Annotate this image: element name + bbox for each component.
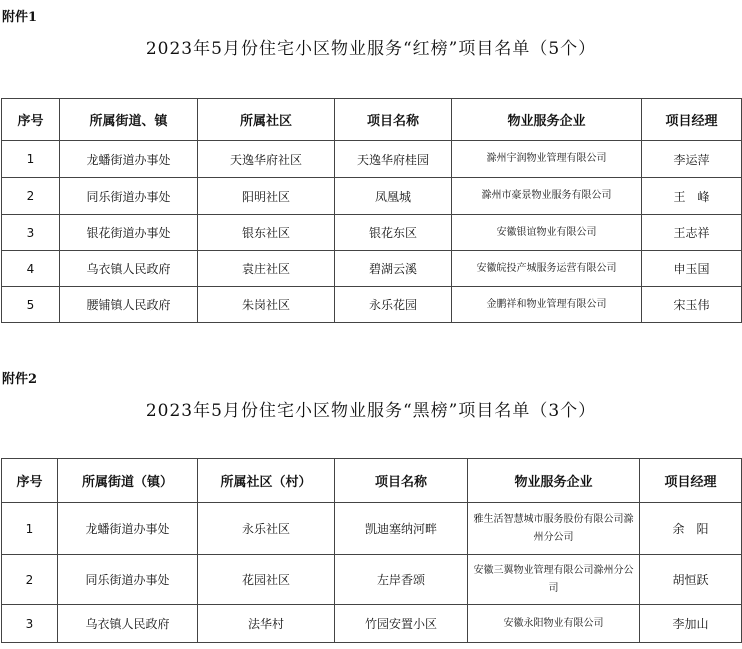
table-row bbox=[2, 287, 742, 323]
cell-index: 5 bbox=[2, 287, 60, 323]
cell-index: 3 bbox=[2, 605, 58, 643]
cell-index: 3 bbox=[2, 215, 60, 251]
cell-manager: 李运萍 bbox=[642, 141, 742, 178]
black-list-table bbox=[1, 458, 742, 643]
table-header-row bbox=[2, 99, 742, 141]
cell-manager: 李加山 bbox=[640, 605, 742, 643]
header-company: 物业服务企业 bbox=[468, 459, 640, 503]
cell-street: 同乐街道办事处 bbox=[58, 555, 198, 605]
cell-community: 天逸华府社区 bbox=[198, 141, 335, 178]
cell-company: 安徽皖投产城服务运营有限公司 bbox=[452, 251, 642, 287]
cell-company: 滁州宇润物业管理有限公司 bbox=[452, 141, 642, 178]
cell-index: 1 bbox=[2, 141, 60, 178]
red-list-table bbox=[1, 98, 742, 323]
cell-manager: 胡恒跃 bbox=[640, 555, 742, 605]
cell-manager: 宋玉伟 bbox=[642, 287, 742, 323]
annex1-title: 2023年5月份住宅小区物业服务“红榜”项目名单（5个） bbox=[145, 39, 597, 59]
header-street: 所属街道（镇） bbox=[58, 459, 198, 503]
cell-community: 花园社区 bbox=[198, 555, 335, 605]
cell-project: 碧湖云溪 bbox=[335, 251, 452, 287]
cell-street: 乌衣镇人民政府 bbox=[58, 605, 198, 643]
cell-community: 袁庄社区 bbox=[198, 251, 335, 287]
cell-company: 安徽银谊物业有限公司 bbox=[452, 215, 642, 251]
cell-project: 竹园安置小区 bbox=[335, 605, 468, 643]
annex2-title: 2023年5月份住宅小区物业服务“黑榜”项目名单（3个） bbox=[145, 401, 597, 421]
cell-index: 4 bbox=[2, 251, 60, 287]
cell-manager: 余 阳 bbox=[640, 503, 742, 555]
cell-community: 永乐社区 bbox=[198, 503, 335, 555]
cell-company: 安徽永阳物业有限公司 bbox=[468, 605, 640, 643]
cell-company: 滁州市豪景物业服务有限公司 bbox=[452, 178, 642, 215]
cell-company: 安徽三翼物业管理有限公司滁州分公司 bbox=[468, 555, 640, 605]
table-row bbox=[2, 503, 742, 555]
table-row bbox=[2, 178, 742, 215]
header-index: 序号 bbox=[2, 99, 60, 141]
header-project: 项目名称 bbox=[335, 99, 452, 141]
cell-community: 法华村 bbox=[198, 605, 335, 643]
cell-street: 腰铺镇人民政府 bbox=[60, 287, 198, 323]
cell-project: 凯迪塞纳河畔 bbox=[335, 503, 468, 555]
cell-company: 金鹏祥和物业管理有限公司 bbox=[452, 287, 642, 323]
cell-community: 阳明社区 bbox=[198, 178, 335, 215]
cell-manager: 王志祥 bbox=[642, 215, 742, 251]
table-header-row bbox=[2, 459, 742, 503]
table-row bbox=[2, 141, 742, 178]
cell-street: 银花街道办事处 bbox=[60, 215, 198, 251]
cell-street: 乌衣镇人民政府 bbox=[60, 251, 198, 287]
header-street: 所属街道、镇 bbox=[60, 99, 198, 141]
header-community: 所属社区 bbox=[198, 99, 335, 141]
header-community: 所属社区（村） bbox=[198, 459, 335, 503]
table-row bbox=[2, 215, 742, 251]
header-company: 物业服务企业 bbox=[452, 99, 642, 141]
cell-street: 龙蟠街道办事处 bbox=[58, 503, 198, 555]
cell-street: 龙蟠街道办事处 bbox=[60, 141, 198, 178]
cell-index: 2 bbox=[2, 178, 60, 215]
annex1-label: 附件1 bbox=[2, 10, 38, 25]
table-row bbox=[2, 251, 742, 287]
cell-project: 永乐花园 bbox=[335, 287, 452, 323]
cell-project: 左岸香颂 bbox=[335, 555, 468, 605]
cell-index: 1 bbox=[2, 503, 58, 555]
table-row bbox=[2, 555, 742, 605]
cell-project: 天逸华府桂园 bbox=[335, 141, 452, 178]
header-manager: 项目经理 bbox=[642, 99, 742, 141]
cell-community: 朱岗社区 bbox=[198, 287, 335, 323]
cell-manager: 申玉国 bbox=[642, 251, 742, 287]
header-project: 项目名称 bbox=[335, 459, 468, 503]
header-index: 序号 bbox=[2, 459, 58, 503]
cell-project: 凤凰城 bbox=[335, 178, 452, 215]
annex2-label: 附件2 bbox=[2, 372, 38, 387]
cell-project: 银花东区 bbox=[335, 215, 452, 251]
cell-manager: 王 峰 bbox=[642, 178, 742, 215]
cell-community: 银东社区 bbox=[198, 215, 335, 251]
table-row bbox=[2, 605, 742, 643]
cell-street: 同乐街道办事处 bbox=[60, 178, 198, 215]
header-manager: 项目经理 bbox=[640, 459, 742, 503]
cell-index: 2 bbox=[2, 555, 58, 605]
cell-company: 雅生活智慧城市服务股份有限公司滁州分公司 bbox=[468, 503, 640, 555]
